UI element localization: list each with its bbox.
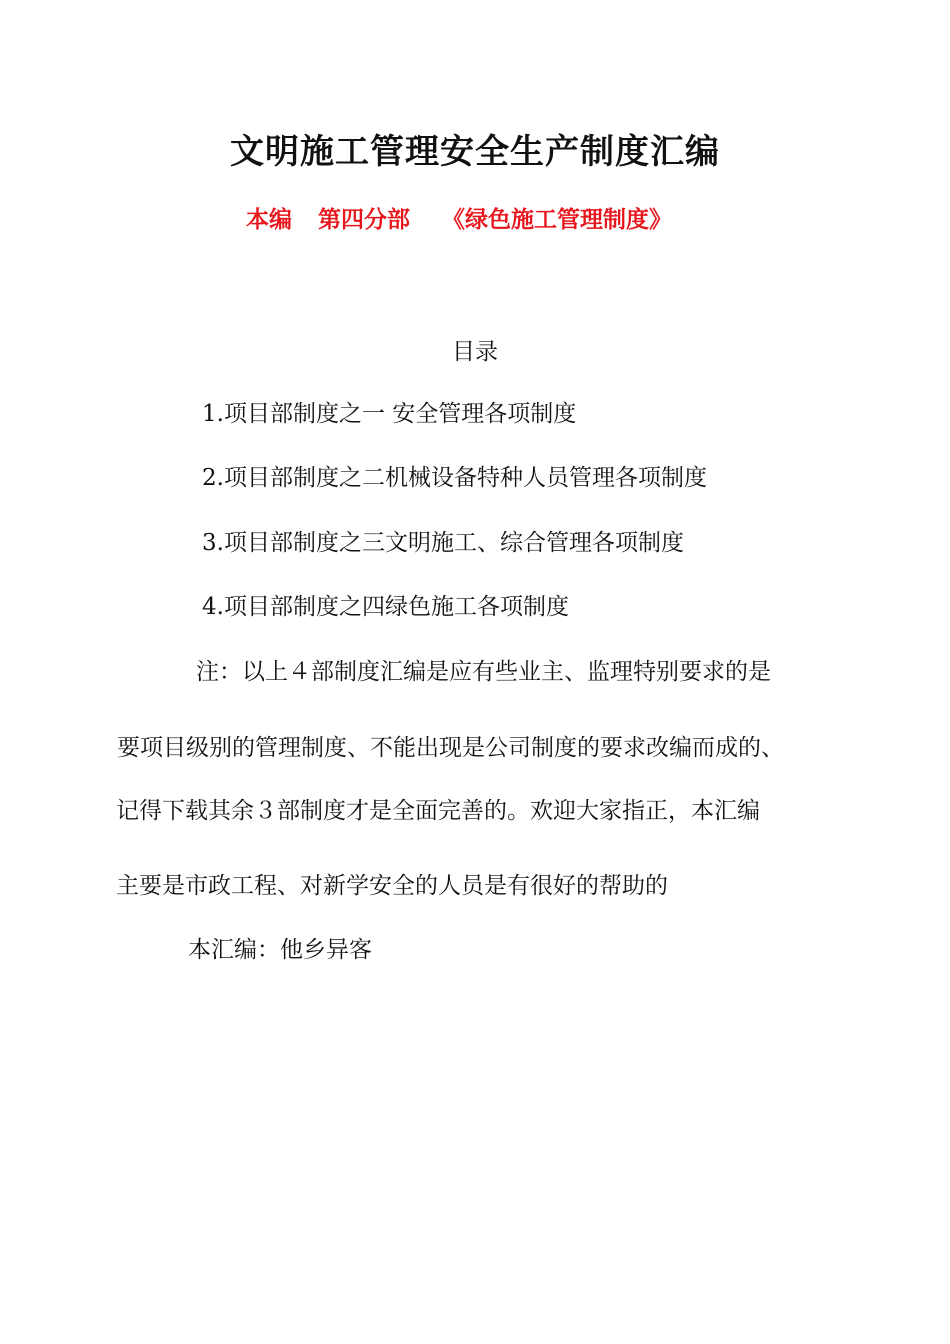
editor-credit: 本汇编：他乡异客 bbox=[188, 937, 372, 963]
toc-item: 1.项目部制度之一 安全管理各项制度 bbox=[202, 401, 577, 427]
document-title: 文明施工管理安全生产制度汇编 bbox=[230, 132, 720, 172]
toc-item: 3.项目部制度之三文明施工、综合管理各项制度 bbox=[202, 530, 684, 556]
toc-heading: 目录 bbox=[452, 339, 498, 365]
subtitle-book-title: 《绿色施工管理制度》 bbox=[442, 206, 672, 233]
toc-item: 4.项目部制度之四绿色施工各项制度 bbox=[202, 594, 569, 620]
document-subtitle bbox=[246, 200, 672, 240]
subtitle-part-label: 本编 bbox=[246, 206, 292, 233]
toc-item: 2.项目部制度之二机械设备特种人员管理各项制度 bbox=[202, 465, 707, 491]
note-line: 记得下载其余３部制度才是全面完善的。欢迎大家指正，本汇编 bbox=[116, 798, 760, 824]
note-line: 主要是市政工程、对新学安全的人员是有很好的帮助的 bbox=[116, 873, 668, 899]
subtitle-section-label: 第四分部 bbox=[318, 206, 410, 233]
note-line: 注：以上４部制度汇编是应有些业主、监理特别要求的是 bbox=[196, 659, 771, 685]
note-line: 要项目级别的管理制度、不能出现是公司制度的要求改编而成的、 bbox=[117, 735, 784, 761]
